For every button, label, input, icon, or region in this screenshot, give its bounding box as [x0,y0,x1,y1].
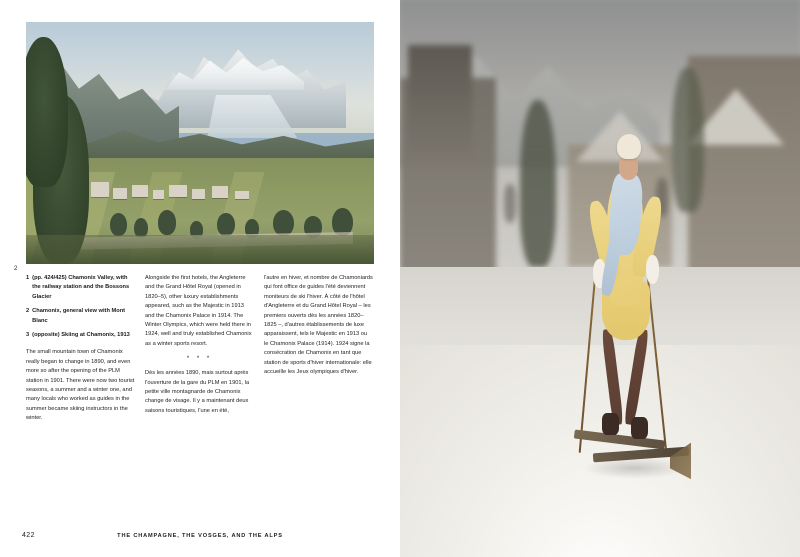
text-columns [26,274,374,454]
caption-number: 1 [26,275,30,281]
page-number: 422 [22,532,35,539]
caption-text: (pp. 424/425) Chamonix Valley, with the railway station and the Bossons Glacier [32,275,130,300]
running-head: THE CHAMPAGNE, THE VOSGES, AND THE ALPS [117,533,283,539]
skier-mitten-right [646,255,659,284]
skier-leg-left [601,328,623,424]
photo-foreground-pine-2 [26,37,68,187]
caption-number: 2 [26,308,30,315]
column-two [145,274,254,454]
figure-number: 2 [14,266,18,272]
photo-building-left-upper [408,45,472,156]
right-page [400,0,800,557]
caption-text: Chamonix, general view with Mont Blanc [32,308,126,324]
caption-item [26,307,135,326]
caption-number: 3 [26,332,30,339]
ski-pole-left [578,263,597,454]
skier-boot-right [631,417,648,439]
body-text-french-part-two: l'autre en hiver, et nombre de Chamoniards qui font office de guides l'été deviennent moniteurs de ski l'hiver. À côté de l'hôtel d'Angleterre et du Grand Hôtel Royal – les premiers ouverts dès les années 1820–1825 –, d'autres établissements de luxe apparaissent, tels le Majestic en 1913 ou le Chamonix Palace (1914). 1924 signe la consécration de Chamonix en tant que station de sports d'hiver internationale: elle accueille les Jeux olympiques d'hiver. [264,275,373,376]
skiing-at-chamonix-photo [400,0,800,557]
caption-item [26,274,135,302]
photo-bystander-left [504,184,516,223]
chamonix-valley-photo [26,22,374,264]
body-text-french-part-one: Dès les années 1890, mais surtout après l'ouverture de la gare du PLM en 1901, la petite ville montagnarde de Chamonix change de visage. Il y a maintenant deux saisons touristiques, l'une en été, [145,370,250,414]
skier-boot-left [602,413,619,435]
skier-figure [576,134,696,502]
body-text-english-part-two: Alongside the first hotels, the Angleterre and the Grand Hôtel Royal (opened in 1820–5), other luxury establishments appeared, such as the Majestic in 1913 and the Chamonix Palace in 1914. The Winter Olympics, which were held there in 1924, well and truly established Chamonix as a winter sports resort. [145,275,252,347]
body-text-english-part-one: The small mountain town of Chamonix really began to change in 1890, and even more so after the opening of the PLM station in 1901. There were now two tourist seasons, a summer and a winter one, and many locals who worked as guides in the summer became skiing instructors in the winter. [26,349,135,422]
caption-text: (opposite) Skiing at Chamonix, 1913 [32,332,130,339]
column-one [26,274,135,454]
caption-legend [26,274,135,340]
skier-hat [617,134,641,160]
section-separator: * * * [186,356,213,363]
column-three [264,274,373,454]
caption-item [26,331,135,340]
ski-front [573,430,665,450]
photo-foreground-meadow [26,235,374,264]
photo-fir-tree-left [520,100,556,267]
skier-leg-right [624,328,650,424]
